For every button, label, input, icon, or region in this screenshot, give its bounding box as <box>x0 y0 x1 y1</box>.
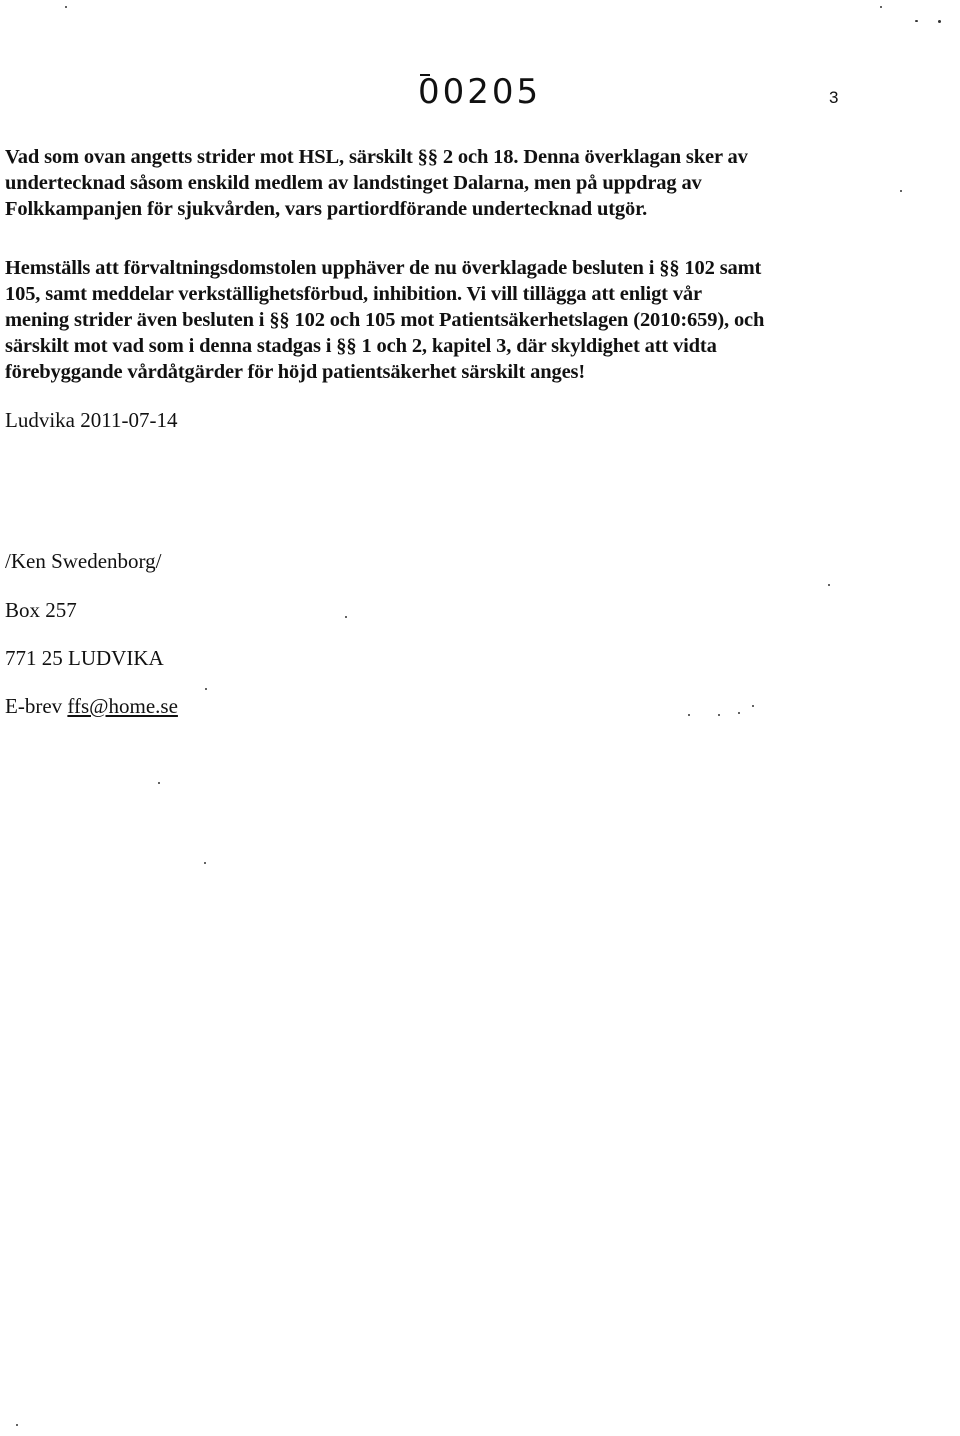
email-row <box>5 693 178 719</box>
scan-speck <box>345 616 347 618</box>
scan-speck <box>65 6 67 8</box>
paragraph-request: Hemställs att förvaltningsdomstolen upphäver de nu överklagade besluten i §§ 102 samt 105, samt meddelar verkställighetsförbud, inhibition. Vi vill tillägga att enligt vår mening strider även besluten i §§ 102 och 105 mot Patientsäkerhetslagen (2010:659), och särskilt mot vad som i denna stadgas i §§ 1 och 2, kapitel 3, där skyldighet att vidta förebyggande vårdåtgärder för höjd patientsäkerhet särskilt anges! <box>5 257 765 383</box>
scan-speck <box>915 20 918 22</box>
email-label: E-brev <box>5 694 63 718</box>
signature: /Ken Swedenborg/ <box>5 549 162 573</box>
scan-speck <box>828 584 830 586</box>
scan-speck <box>880 6 882 8</box>
scan-speck <box>16 1424 18 1426</box>
scan-speck <box>900 190 902 192</box>
scan-speck <box>738 712 740 714</box>
email-link[interactable]: ffs@home.se <box>67 694 178 718</box>
scan-speck <box>718 714 720 716</box>
document-stamp-number: 00205 <box>418 72 542 112</box>
scan-speck <box>204 862 206 864</box>
address-box: Box 257 <box>5 598 77 622</box>
page-number: 3 <box>829 88 839 107</box>
scan-speck <box>205 688 207 690</box>
address-postal: 771 25 LUDVIKA <box>5 646 164 670</box>
scan-speck <box>158 782 160 784</box>
paragraph-grounds: Vad som ovan angetts strider mot HSL, särskilt §§ 2 och 18. Denna överklagan sker av undertecknad såsom enskild medlem av landstinget Dalarna, men på uppdrag av Folkkampanjen för sjukvården, vars partiordförande undertecknad utgör. <box>5 146 748 220</box>
scan-speck <box>752 705 754 707</box>
scan-speck <box>688 714 690 716</box>
place-date: Ludvika 2011-07-14 <box>5 408 178 432</box>
scan-speck <box>938 20 941 23</box>
